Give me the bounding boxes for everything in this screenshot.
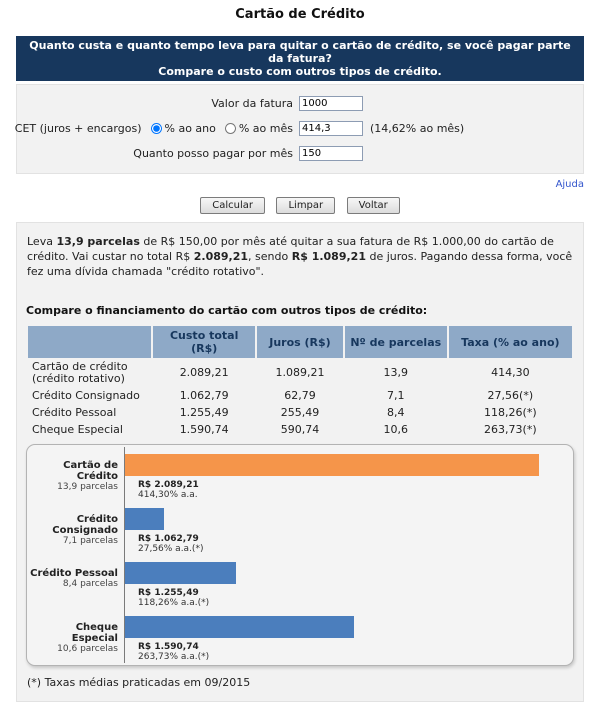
cell-taxa: 27,56(*) [487,389,534,402]
monthly-payment-label: Quanto posso pagar por mês [133,147,293,160]
chart-value-label: R$ 1.590,74 [138,642,199,652]
result-total-value: 2.089,21 [193,250,249,263]
chart-category-label: Cheque Especial [71,622,118,644]
col-header-taxa: Taxa (% ao ano) [449,326,572,358]
cet-percent-month-label: % ao mês [238,122,293,135]
table-header-row [28,326,572,358]
row-label: Cheque Especial [32,423,123,436]
chart-parcelas-label: 13,9 parcelas [57,482,118,492]
cell-juros: 255,49 [280,406,320,419]
table-row [28,404,572,421]
cell-juros: 590,74 [280,423,320,436]
col-header-empty [28,326,151,358]
cet-percent-month-radio[interactable] [225,123,236,134]
row-label: Crédito Pessoal [32,406,117,419]
compare-table [26,326,574,438]
col-header-custo-total: Custo total (R$) [153,326,255,358]
cet-rate-input[interactable] [299,121,363,136]
row-label-line2: (crédito rotativo) [32,372,125,385]
rates-footnote: (*) Taxas médias praticadas em 09/2015 [27,676,251,689]
chart-plot-area [124,501,573,555]
chart-bar [125,616,354,638]
table-row [28,387,572,404]
cell-taxa: 414,30 [491,366,530,379]
invoice-value-row [29,91,571,116]
banner-line-2: Compare o custo com outros tipos de crédito. [158,65,442,78]
calcular-button[interactable]: Calcular [200,197,265,214]
monthly-rate-hint: (14,62% ao mês) [370,122,465,135]
chart-row [27,555,573,609]
question-banner [16,36,584,81]
result-summary [27,234,573,279]
table-row [28,358,572,387]
results-panel [16,222,584,702]
chart-category-label: Cartão de Crédito [63,460,118,482]
chart-value-label: R$ 1.255,49 [138,588,199,598]
cell-parcelas: 7,1 [387,389,405,402]
result-segment: , sendo [248,250,292,263]
chart-bar [125,508,164,530]
limpar-button[interactable]: Limpar [276,197,335,214]
chart-plot-area [124,555,573,609]
invoice-value-input[interactable] [299,96,363,111]
chart-bar [125,562,236,584]
chart-row [27,501,573,555]
cell-taxa: 263,73(*) [484,423,537,436]
result-parcelas-value: 13,9 parcelas [56,235,140,248]
chart-bar [125,454,539,476]
cell-juros: 1.089,21 [275,366,325,379]
help-row [16,177,584,190]
chart-category-label: Crédito Pessoal [30,568,118,579]
chart-parcelas-label: 10,6 parcelas [57,644,118,654]
cell-taxa: 118,26(*) [484,406,537,419]
chart-category-label: Crédito Consignado [52,514,118,536]
cet-percent-year-radio[interactable] [151,123,162,134]
voltar-button[interactable]: Voltar [347,197,400,214]
chart-value-label: R$ 2.089,21 [138,480,199,490]
help-link[interactable]: Ajuda [555,179,584,190]
table-row [28,421,572,438]
chart-row [27,447,573,501]
col-header-parcelas: Nº de parcelas [345,326,447,358]
result-segment: Leva [27,235,57,248]
col-header-juros: Juros (R$) [257,326,343,358]
chart-value-label: R$ 1.062,79 [138,534,199,544]
monthly-payment-row [29,141,571,166]
result-segment: de juros. Pagando dessa forma, você fez uma dívida chamada "crédito rotativo". [27,250,573,278]
calculator-form [16,84,584,174]
chart-plot-area [124,609,573,663]
invoice-value-label: Valor da fatura [211,97,293,110]
cell-parcelas: 13,9 [383,366,408,379]
cell-parcelas: 8,4 [387,406,405,419]
page-title: Cartão de Crédito [235,7,365,22]
cet-percent-year-label: % ao ano [164,122,216,135]
cet-row [14,116,571,141]
chart-rate-label: 414,30% a.a. [138,490,198,500]
row-label-line1: Cartão de crédito [32,360,128,373]
row-label: Crédito Consignado [32,389,140,402]
cell-parcelas: 10,6 [383,423,408,436]
cell-custo: 2.089,21 [179,366,229,379]
chart-plot-area [124,447,573,501]
cell-juros: 62,79 [284,389,316,402]
chart-parcelas-label: 7,1 parcelas [62,536,118,546]
chart-row [27,609,573,663]
cell-custo: 1.590,74 [179,423,229,436]
chart-rate-label: 118,26% a.a.(*) [138,598,210,608]
chart-parcelas-label: 8,4 parcelas [62,579,118,589]
compare-heading: Compare o financiamento do cartão com outros tipos de crédito: [26,304,428,317]
cet-label: CET (juros + encargos) [14,122,142,135]
cell-custo: 1.255,49 [179,406,229,419]
actions-row [0,197,600,214]
banner-line-1: Quanto custa e quanto tempo leva para quitar o cartão de crédito, se você pagar parte da fatura? [29,39,571,65]
monthly-payment-input[interactable] [299,146,363,161]
row-label [28,358,151,387]
chart-rate-label: 263,73% a.a.(*) [138,652,210,662]
chart-rate-label: 27,56% a.a.(*) [138,544,204,554]
result-juros-value: R$ 1.089,21 [291,250,366,263]
cell-custo: 1.062,79 [179,389,229,402]
result-segment: de R$ 150,00 por mês até quitar a sua fatura de R$ 1.000,00 do cartão de crédito. Vai custar no total R$ [27,235,554,263]
